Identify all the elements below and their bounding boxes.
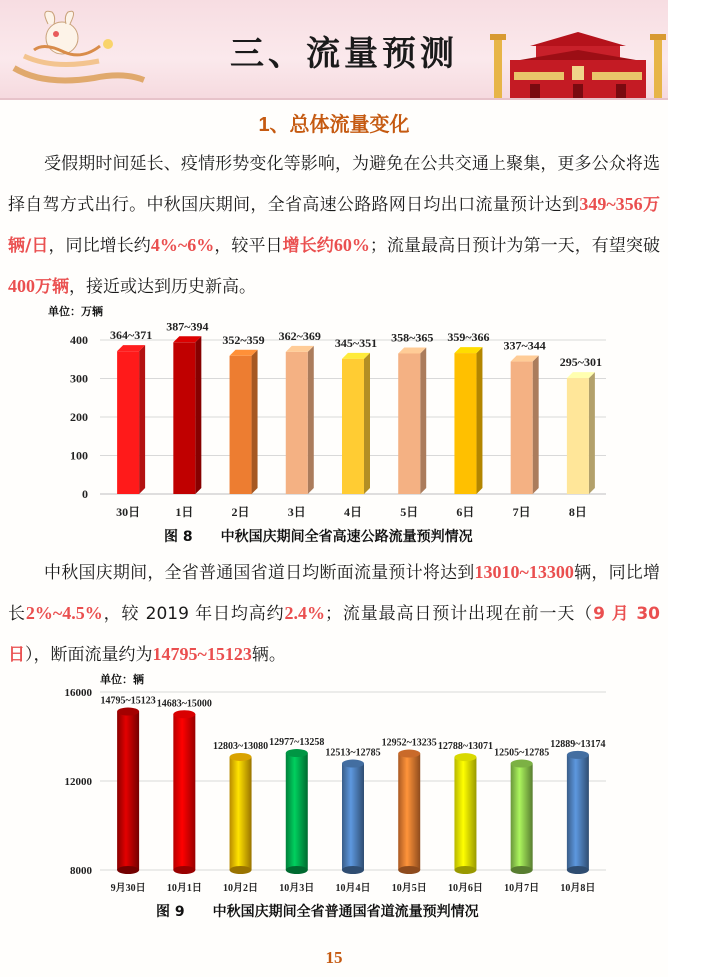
- x-tick-label: 10月4日: [335, 883, 371, 894]
- bar-base: [230, 866, 252, 874]
- bar-top: [454, 753, 476, 761]
- tiananmen-illustration: [490, 26, 666, 98]
- bar-base: [117, 866, 139, 874]
- bar: [173, 714, 195, 870]
- header-banner: [0, 0, 668, 100]
- bar: [230, 757, 252, 870]
- data-label: 12513~12785: [325, 747, 381, 759]
- data-label: 12505~12785: [494, 747, 550, 759]
- national-road-flow-chart: [0, 684, 668, 904]
- chart2-caption: 图 9 中秋国庆期间全省普通国省道流量预判情况: [156, 904, 479, 920]
- data-label: 12788~13071: [437, 741, 494, 753]
- data-label: 14683~15000: [156, 698, 212, 710]
- highlight-peak-unit: 万辆: [35, 277, 69, 297]
- bar: [342, 359, 364, 494]
- x-tick-label: 9月30日: [110, 883, 146, 894]
- x-tick-label: 10月6日: [447, 883, 483, 894]
- highlight-vs-2019: 2.4%: [284, 603, 326, 623]
- bar-side: [476, 347, 482, 494]
- highlight-flow-range: 13010~13300: [474, 562, 574, 582]
- bar-top: [398, 750, 420, 758]
- data-label: 387~394: [166, 319, 209, 334]
- data-label: 358~365: [391, 330, 434, 345]
- chart1-caption: 图 8 中秋国庆期间全省高速公路流量预判情况: [164, 529, 473, 545]
- chart1-unit: 单位：万辆: [48, 306, 103, 318]
- x-tick-label: 6日: [456, 505, 475, 519]
- text: ），断面流量约为: [25, 645, 153, 665]
- bar-side: [533, 356, 539, 494]
- data-label: 337~344: [503, 338, 546, 353]
- x-tick-label: 3日: [287, 505, 306, 519]
- highlight-peak-value: 400: [8, 276, 35, 296]
- x-tick-label: 10月5日: [391, 883, 427, 894]
- data-label: 12977~13258: [269, 737, 325, 749]
- bar: [173, 342, 195, 494]
- text: 辆。: [251, 645, 286, 665]
- text: ，同比增长约: [48, 236, 151, 256]
- text: 中秋国庆期间，全省普通国省道日均断面流量预计将达到: [44, 563, 475, 583]
- text: ；流量最高日预计出现在前一天（: [325, 604, 594, 624]
- bar-side: [195, 336, 201, 494]
- x-tick-label: 10月1日: [166, 883, 202, 894]
- data-label: 12803~13080: [212, 740, 269, 752]
- bar: [454, 757, 476, 870]
- data-label: 359~366: [447, 330, 490, 345]
- x-tick-label: 7日: [512, 505, 531, 519]
- highlight-growth-label: 增长约: [282, 236, 334, 256]
- highlight-flow-range: 349~356: [579, 194, 643, 214]
- data-label: 295~301: [559, 355, 603, 370]
- chart2-unit: 单位：辆: [100, 674, 144, 686]
- highlight-flow-unit: 万辆/日: [8, 195, 660, 256]
- y-tick-label: 12000: [64, 776, 92, 788]
- x-tick-label: 2日: [231, 505, 250, 519]
- bar: [117, 351, 139, 494]
- page-number: 15: [325, 948, 343, 967]
- bar-top: [286, 749, 308, 757]
- x-tick-label: 10月8日: [560, 883, 596, 894]
- highlight-growth: 4%~6%: [150, 235, 215, 255]
- x-tick-label: 5日: [400, 505, 419, 519]
- bar: [511, 764, 533, 870]
- highlight-growth: 2%~4.5%: [25, 603, 103, 623]
- bar-side: [308, 346, 314, 494]
- y-tick-label: 8000: [70, 865, 92, 877]
- bar: [398, 754, 420, 870]
- data-label: 12952~13235: [381, 737, 437, 749]
- bar: [286, 753, 308, 870]
- y-tick-label: 0: [82, 487, 88, 501]
- text: ，接近或达到历史新高。: [69, 277, 256, 297]
- y-tick-label: 400: [70, 333, 88, 347]
- data-label: 14795~15123: [100, 695, 156, 707]
- data-label: 12889~13174: [550, 738, 606, 750]
- bar-top: [230, 753, 252, 761]
- bar: [567, 378, 589, 494]
- bar-top: [511, 760, 533, 768]
- highlight-growth-pct: 60%: [333, 235, 370, 255]
- bar: [567, 755, 589, 870]
- bar-side: [420, 347, 426, 494]
- bar: [398, 353, 420, 494]
- x-tick-label: 8日: [568, 505, 587, 519]
- bar: [342, 764, 364, 870]
- bar-base: [567, 866, 589, 874]
- data-label: 364~371: [109, 328, 153, 343]
- bar-base: [398, 866, 420, 874]
- bar-side: [589, 372, 595, 494]
- y-tick-label: 100: [70, 448, 88, 463]
- text: ，较 2019 年日均高约: [102, 604, 285, 624]
- bar: [117, 712, 139, 870]
- y-tick-label: 200: [70, 410, 88, 424]
- bar-top: [173, 710, 195, 718]
- x-tick-label: 1日: [175, 505, 194, 519]
- section-heading: 1、总体流量变化: [258, 114, 410, 136]
- bar-base: [173, 866, 195, 874]
- paragraph-highway: [8, 144, 660, 307]
- bar: [511, 362, 533, 494]
- bar-side: [364, 353, 370, 494]
- text: 辆，同比增长: [8, 563, 661, 624]
- bar: [230, 356, 252, 494]
- moon-rabbit-illustration: [4, 6, 154, 94]
- bar-side: [252, 350, 258, 494]
- text: ；流量最高日预计为第一天，有望突破: [369, 236, 661, 256]
- y-tick-label: 300: [70, 371, 88, 386]
- page-title: 三、流量预测: [230, 34, 458, 74]
- bar-top: [342, 760, 364, 768]
- highlight-peak-flow: 14795~15123: [152, 644, 252, 664]
- bar-top: [117, 708, 139, 716]
- paragraph-national-roads: [8, 552, 660, 675]
- data-label: 352~359: [222, 332, 265, 347]
- x-tick-label: 10月2日: [223, 883, 259, 894]
- highlight-peak-date: 9 月 30 日: [8, 604, 661, 665]
- text: ，较平日: [214, 236, 283, 256]
- highway-flow-chart: [0, 314, 668, 534]
- data-label: 345~351: [334, 335, 378, 350]
- bar-base: [342, 866, 364, 874]
- data-label: 362~369: [278, 328, 321, 343]
- x-tick-label: 30日: [116, 505, 141, 519]
- y-tick-label: 16000: [64, 687, 92, 699]
- x-tick-label: 4日: [343, 505, 363, 519]
- bar-base: [454, 866, 476, 874]
- bar-base: [511, 866, 533, 874]
- bar-base: [286, 866, 308, 874]
- bar: [454, 353, 476, 494]
- text: 受假期时间延长、疫情形势变化等影响，为避免在公共交通上聚集，更多公众将选择自驾方式出行。中秋国庆期间，全省高速公路路网日均出口流量预计达到: [8, 154, 660, 215]
- bar: [286, 352, 308, 494]
- x-tick-label: 10月3日: [279, 883, 315, 894]
- x-tick-label: 10月7日: [504, 883, 540, 894]
- bar-top: [567, 751, 589, 759]
- bar-side: [139, 345, 145, 494]
